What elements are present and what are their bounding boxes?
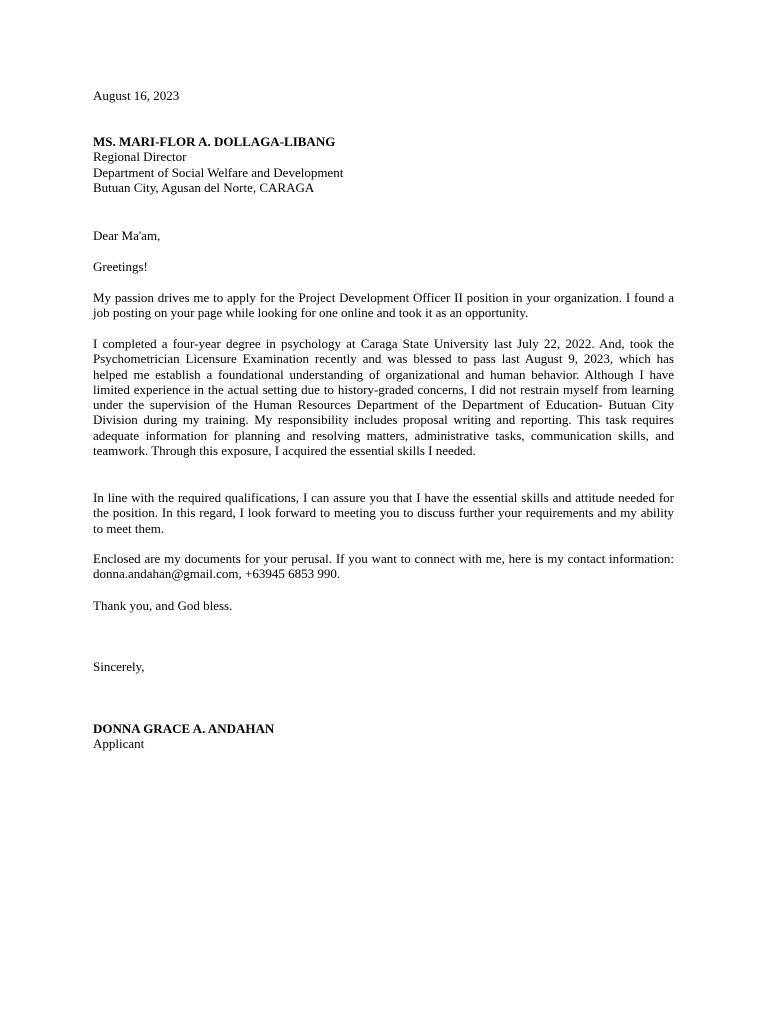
signatory-role: Applicant <box>93 736 145 752</box>
recipient-department: Department of Social Welfare and Development <box>93 164 344 180</box>
paragraph-contact: Enclosed are my documents for your perusal. If you want to connect with me, here is my contact information: donna.andahan@gmail.com, +63945 6853 990. <box>93 551 674 582</box>
letter-date: August 16, 2023 <box>93 88 180 103</box>
signatory-name: DONNA GRACE A. ANDAHAN <box>93 721 275 736</box>
closing: Sincerely, <box>93 659 145 674</box>
recipient-name: MS. MARI-FLOR A. DOLLAGA-LIBANG <box>93 134 336 149</box>
recipient-title: Regional Director <box>93 149 187 165</box>
recipient-block <box>93 134 674 195</box>
salutation: Dear Ma'am, <box>93 228 161 243</box>
paragraph-qualifications: In line with the required qualifications, I can assure you that I have the essential skills and attitude needed for the position. In this regard, I look forward to meeting you to discuss further your requirements and my ability to meet them. <box>93 490 674 536</box>
paragraph-background: I completed a four-year degree in psychology at Caraga State University last July 22, 2022. And, took the Psychometrician Licensure Examination recently and was blessed to pass last August 9, 2023, which has helped me establish a foundational understanding of organizational and human behavior. Although I have limited experience in the actual setting due to history-graded concerns, I did not restrain myself from learning under the supervision of the Human Resources Department of the Department of Education- Butuan City Division during my training. My responsibility includes proposal writing and reporting. This task requires adequate information for planning and resolving matters, administrative tasks, communication skills, and teamwork. Through this exposure, I acquired the essential skills I needed. <box>93 336 674 459</box>
closing-thanks: Thank you, and God bless. <box>93 598 233 613</box>
recipient-address: Butuan City, Agusan del Norte, CARAGA <box>93 179 315 195</box>
greeting: Greetings! <box>93 259 148 274</box>
paragraph-intro: My passion drives me to apply for the Project Development Officer II position in your organization. I found a job posting on your page while looking for one online and took it as an opportunity. <box>93 290 674 321</box>
signatory-block <box>93 721 674 752</box>
